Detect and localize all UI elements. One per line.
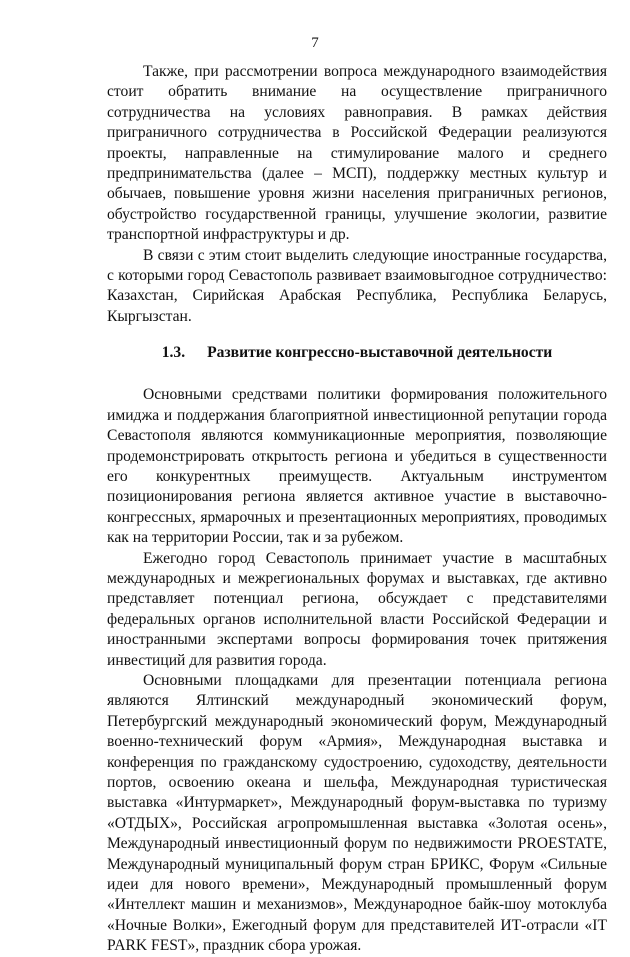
paragraph-presentation-venues: Основными площадками для презентации потенциала региона являются Ялтинский международный экономический форум, Петербургский международный экономический форум, Международный военно-технический форум «Армия», Международная выставка и конференция по гражданскому судостроению, судоходству, деятельности портов, освоению океана и шельфа, Международная туристическая выставка «Интурмаркет», Международный форум-выставка по туризму «ОТДЫХ», Российская агропромышленная выставка «Золотая осень», Международный инвестиционный форум по недвижимости PROESTATE, Международный муниципальный форум стран БРИКС, Форум «Сильные идеи для нового времени», Международный промышленный форум «Интеллект машин и механизмов», Международное байк-шоу мотоклуба «Ночные Волки», Ежегодный форум для представителей ИТ-отрасли «IT PARK FEST», праздник сбора урожая. xyxy=(107,671,607,955)
document-body xyxy=(107,62,607,957)
paragraph-cross-border-cooperation: Также, при рассмотрении вопроса международного взаимодействия стоит обратить внимание на осуществление приграничного сотрудничества на условиях равноправия. В рамках действия приграничного сотрудничества в Российской Федерации реализуются проекты, направленные на стимулирование малого и среднего предпринимательства (далее – МСП), поддержку местных культур и обычаев, повышение уровня жизни населения приграничных регионов, обустройство государственной границы, улучшение экологии, развитие транспортной инфраструктуры и др. xyxy=(107,63,607,244)
page-number: 7 xyxy=(311,35,319,51)
section-title: Развитие конгрессно-выставочной деятельности xyxy=(207,344,553,362)
section-number: 1.3. xyxy=(161,344,186,362)
paragraph-annual-forums: Ежегодно город Севастополь принимает участие в масштабных международных и межрегиональных форумах и выставках, где активно представляет потенциал региона, обсуждает с представителями федеральных органов исполнительной власти Российской Федерации и иностранными экспертами вопросы формирования точек притяжения инвестиций для развития города. xyxy=(107,549,607,669)
section-heading xyxy=(107,343,607,363)
paragraph-partner-states: В связи с этим стоит выделить следующие иностранные государства, с которыми город Севастополь развивает взаимовыгодное сотрудничество: Казахстан, Сирийская Арабская Республика, Республика Беларусь, Кыргызстан. xyxy=(107,246,607,325)
paragraph-communication-events: Основными средствами политики формирования положительного имиджа и поддержания благоприятной инвестиционной репутации города Севастополя являются коммуникационные мероприятия, позволяющие продемонстрировать открытость региона и убедиться в существенности его конкурентных преимуществ. Актуальным инструментом позиционирования региона является активное участие в выставочно-конгрессных, ярмарочных и презентационных мероприятиях, проводимых как на территории России, так и за рубежом. xyxy=(107,386,607,547)
